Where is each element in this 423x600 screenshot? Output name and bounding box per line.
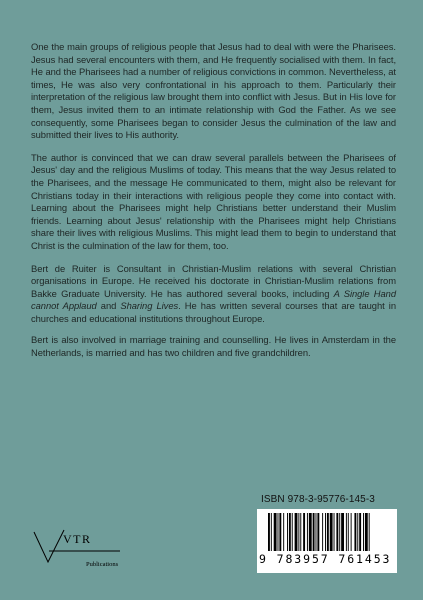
barcode-bar (327, 513, 329, 551)
barcode-bar (271, 513, 272, 551)
barcode-bar (316, 513, 317, 551)
blurb-paragraph-1: One the main groups of religious people that Jesus had to deal with were the Pharisees. Jesus had several encounters with them, and He frequently socialised with them. In fact, He and the Pharisees had a number of religious convictions in common. Nevertheless, at times, He was also very confrontational in his approach to them. Particularly their interpretation of the religious law brought them into conflict with Jesus. But in His love for them, Jesus invited them to an intimate relationship with God the Father. As we see consequently, some Pharisees began to consider Jesus the culmination of the law and submitted their lives to His authority. (31, 41, 396, 141)
barcode-bar (369, 513, 370, 551)
barcode-bar (322, 513, 323, 551)
blurb-text (31, 41, 396, 370)
barcode-bar (309, 513, 312, 551)
author-personal-paragraph: Bert is also involved in marriage training and counselling. He lives in Amsterdam in the Netherlands, is married and has two children and five grandchildren. (31, 334, 396, 359)
barcode-bar (307, 513, 308, 551)
barcode-bar (351, 513, 352, 551)
barcode-bar (289, 513, 291, 551)
barcode-bar (334, 513, 335, 551)
barcode-bar (279, 513, 281, 551)
barcode-bar (339, 513, 340, 551)
publisher-logo (30, 517, 122, 577)
publisher-logo-text: VTR (63, 532, 92, 546)
barcode-bar (363, 513, 364, 551)
author-bio-paragraph (31, 263, 396, 326)
barcode-bar (298, 513, 299, 551)
barcode-bar (317, 513, 319, 551)
barcode-bar (365, 513, 368, 551)
book-title-2: Sharing Lives (120, 300, 179, 312)
barcode-bar (292, 513, 293, 551)
author-bio-part-1: Bert de Ruiter is Consultant in Christian-Muslim relations with several Christian organisations in Europe. He received his doctorate in Christian-Muslim relations from Bakke Graduate University. He has authored several books, including (31, 262, 396, 299)
barcode (257, 509, 397, 573)
barcode-bar (357, 513, 358, 551)
barcode-bar (346, 513, 347, 551)
barcode-bars (268, 513, 392, 555)
barcode-bar (274, 513, 277, 551)
barcode-bar (313, 513, 315, 551)
barcode-bar (354, 513, 356, 551)
barcode-bar (325, 513, 326, 551)
barcode-bar (303, 513, 305, 551)
barcode-bar (330, 513, 333, 551)
author-bio-conjunction: and (96, 300, 121, 312)
book-title-1: A Single Hand cannot Applaud (31, 287, 396, 312)
author-bio-part-2: . He has written several courses that are taught in churches and educational institutions throughout Europe. (31, 300, 396, 324)
barcode-bar (336, 513, 338, 551)
barcode-bar (359, 513, 361, 551)
publisher-logo-mark-icon (30, 517, 122, 577)
barcode-bar (268, 513, 270, 551)
barcode-bar (295, 513, 298, 551)
barcode-bar (283, 513, 284, 551)
barcode-bar (287, 513, 288, 551)
barcode-bar (341, 513, 344, 551)
publisher-subtitle: Publications (86, 561, 119, 568)
isbn-label: ISBN 978-3-95776-145-3 (261, 494, 375, 505)
barcode-bar (348, 513, 349, 551)
barcode-bar (278, 513, 279, 551)
barcode-bar (300, 513, 301, 551)
blurb-paragraph-2: The author is convinced that we can draw several parallels between the Pharisees of Jesus' day and the religious Muslims of today. This means that the way Jesus related to the Pharisees, and the message He communicated to them, might also be relevant for Christians today in their interactions with religious people they come into contact with. Learning about the Pharisees might help Christians better understand their Muslim friends. Learning about Jesus' relationship with the Pharisees might help Christians share their lives with religious Muslims. This might lead them to begin to understand that Christ is the culmination of the law for them, too. (31, 151, 396, 251)
barcode-digits: 9 783957 761453 (259, 552, 392, 566)
